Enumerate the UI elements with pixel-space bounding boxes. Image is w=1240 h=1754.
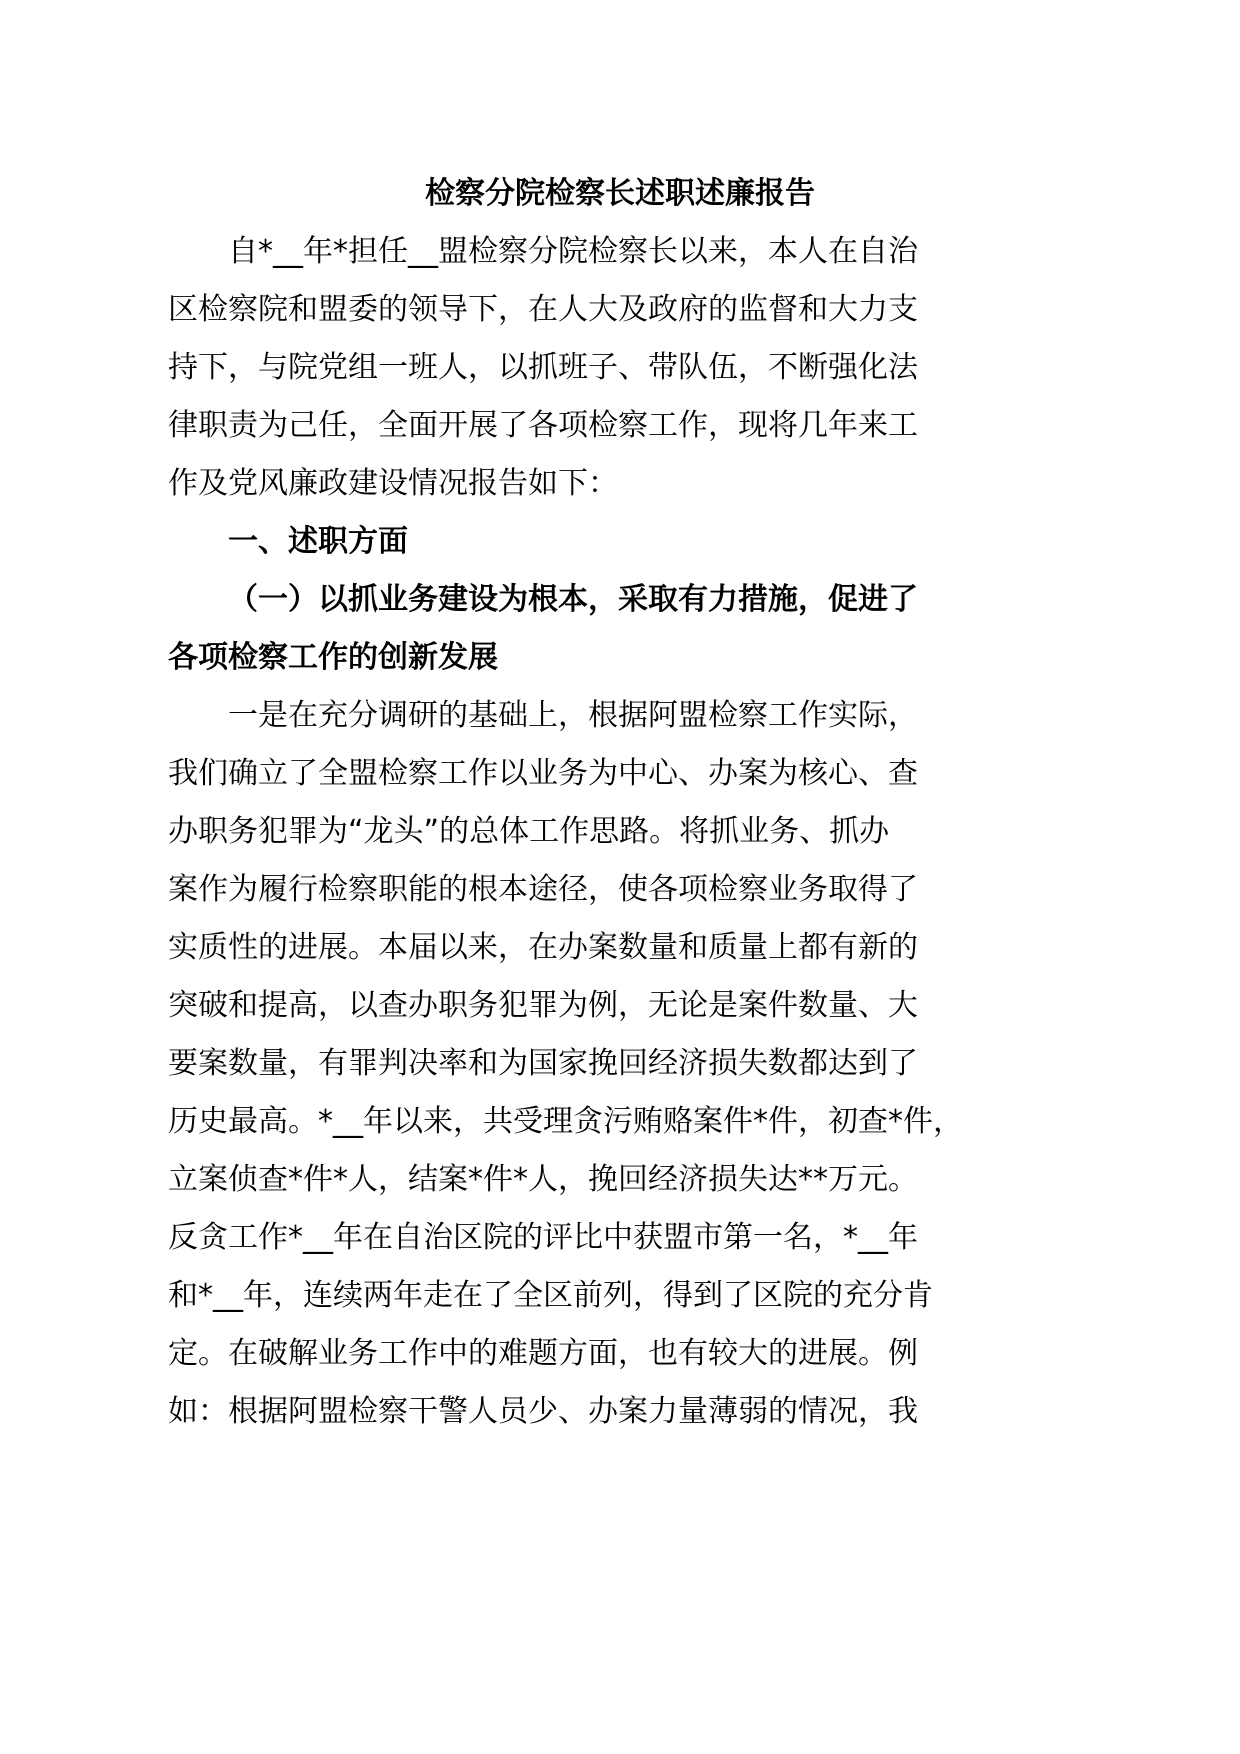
paragraph-line: 持下，与院党组一班人，以抓班子、带队伍，不断强化法 bbox=[168, 350, 918, 385]
paragraph-line: 如：根据阿盟检察干警人员少、办案力量薄弱的情况，我 bbox=[168, 1394, 918, 1429]
paragraph-line: 办职务犯罪为“龙头”的总体工作思路。将抓业务、抓办 bbox=[168, 814, 890, 849]
section-heading-line: （一）以抓业务建设为根本，采取有力措施，促进了 bbox=[228, 582, 918, 617]
paragraph-line: 律职责为己任，全面开展了各项检察工作，现将几年来工 bbox=[168, 408, 918, 443]
paragraph-line: 反贪工作*__年在自治区院的评比中获盟市第一名，*__年 bbox=[168, 1220, 918, 1255]
paragraph-line: 我们确立了全盟检察工作以业务为中心、办案为核心、查 bbox=[168, 756, 918, 791]
section-heading-line: 一、述职方面 bbox=[228, 524, 408, 559]
paragraph-line: 要案数量，有罪判决率和为国家挽回经济损失数都达到了 bbox=[168, 1046, 918, 1081]
paragraph-line: 自*__年*担任__盟检察分院检察长以来，本人在自治 bbox=[228, 234, 918, 269]
paragraph-line: 立案侦查*件*人，结案*件*人，挽回经济损失达**万元。 bbox=[168, 1162, 918, 1197]
paragraph-line: 一是在充分调研的基础上，根据阿盟检察工作实际， bbox=[228, 698, 918, 733]
paragraph-line: 历史最高。*__年以来，共受理贪污贿赂案件*件，初查*件， bbox=[168, 1104, 963, 1139]
paragraph-line: 突破和提高，以查办职务犯罪为例，无论是案件数量、大 bbox=[168, 988, 918, 1023]
section-heading-line: 各项检察工作的创新发展 bbox=[168, 640, 498, 675]
paragraph-line: 作及党风廉政建设情况报告如下： bbox=[168, 466, 618, 501]
paragraph-line: 案作为履行检察职能的根本途径，使各项检察业务取得了 bbox=[168, 872, 918, 907]
document-title: 检察分院检察长述职述廉报告 bbox=[425, 176, 815, 211]
paragraph-line: 和*__年，连续两年走在了全区前列，得到了区院的充分肯 bbox=[168, 1278, 933, 1313]
paragraph-line: 实质性的进展。本届以来，在办案数量和质量上都有新的 bbox=[168, 930, 918, 965]
paragraph-line: 区检察院和盟委的领导下，在人大及政府的监督和大力支 bbox=[168, 292, 918, 327]
paragraph-line: 定。在破解业务工作中的难题方面，也有较大的进展。例 bbox=[168, 1336, 918, 1371]
